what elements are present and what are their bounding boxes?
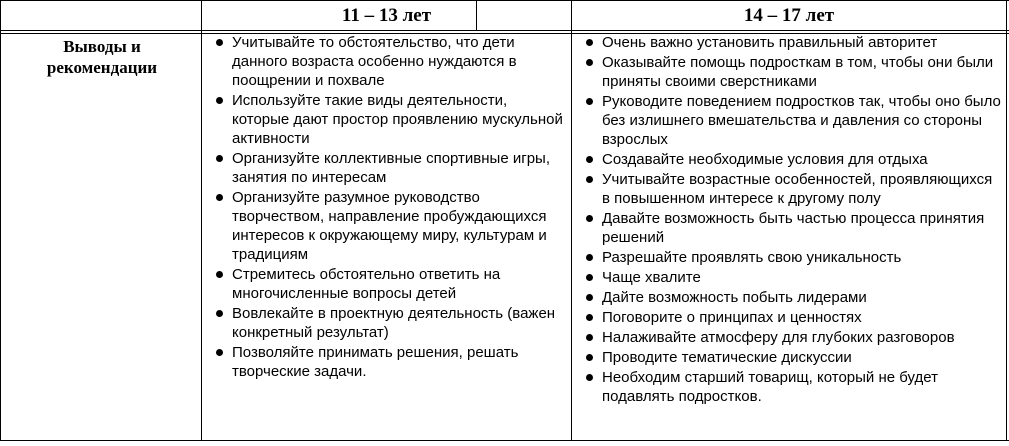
- list-item: Создавайте необходимые условия для отдыха: [581, 150, 1003, 169]
- list-item: Стремитесь обстоятельно ответить на многочисленные вопросы детей: [211, 265, 566, 303]
- column-divider-1: [201, 0, 202, 441]
- header-age-11-13: 11 – 13 лет: [341, 5, 432, 26]
- row-label: [4, 36, 200, 78]
- table-border-top: [0, 0, 1009, 1]
- list-item: Позволяйте принимать решения, решать творческие задачи.: [211, 343, 566, 381]
- list-item: Налаживайте атмосферу для глубоких разговоров: [581, 328, 1003, 347]
- list-item: Давайте возможность быть частью процесса принятия решений: [581, 209, 1003, 247]
- list-item: Оказывайте помощь подросткам в том, чтобы они были приняты своими сверстниками: [581, 53, 1003, 91]
- list-item: Используйте такие виды деятельности, которые дают простор проявлению мускульной активности: [211, 91, 566, 148]
- list-item: Необходим старший товарищ, который не будет подавлять подростков.: [581, 368, 1003, 406]
- header-divider-1: [0, 30, 1009, 31]
- list-item: Руководите поведением подростков так, чтобы оно было без излишнего вмешательства и давления со стороны взрослых: [581, 92, 1003, 149]
- list-item: Учитывайте возрастные особенностей, проявляющихся в повышенном интересе к другому полу: [581, 170, 1003, 208]
- recommendations-14-17-list: [581, 33, 1003, 407]
- list-item: Организуйте коллективные спортивные игры, занятия по интересам: [211, 149, 566, 187]
- list-item: Организуйте разумное руководство творчеством, направление пробуждающихся интересов к окружающему миру, культурам и традициям: [211, 188, 566, 264]
- recommendations-11-13-list: [211, 33, 566, 382]
- list-item: Поговорите о принципах и ценностях: [581, 308, 1003, 327]
- list-item: Проводите тематические дискуссии: [581, 348, 1003, 367]
- list-item: Учитывайте то обстоятельство, что дети данного возраста особенно нуждаются в поощрении и похвале: [211, 33, 566, 90]
- list-item: Разрешайте проявлять свою уникальность: [581, 248, 1003, 267]
- row-label-line-2: рекомендации: [46, 58, 158, 77]
- list-item: Чаще хвалите: [581, 268, 1003, 287]
- list-item: Очень важно установить правильный авторитет: [581, 33, 1003, 52]
- list-item: Дайте возможность побыть лидерами: [581, 288, 1003, 307]
- header-age-14-17: 14 – 17 лет: [743, 5, 835, 26]
- table-border-bottom: [0, 440, 1009, 441]
- column-divider-2: [571, 0, 572, 441]
- table-border-left: [0, 0, 1, 441]
- table-border-right: [1006, 0, 1007, 441]
- list-item: Вовлекайте в проектную деятельность (важен конкретный результат): [211, 304, 566, 342]
- row-label-line-1: Выводы и: [63, 37, 141, 56]
